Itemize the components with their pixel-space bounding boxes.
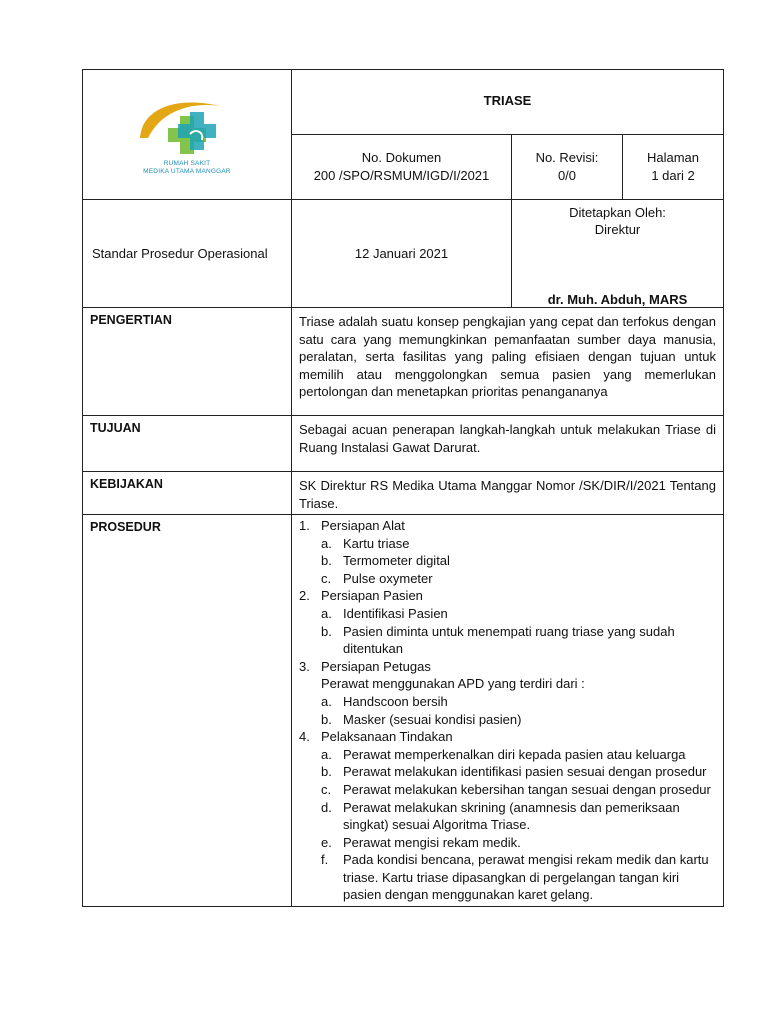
substep-text: Perawat melakukan kebersihan tangan sesuai dengan prosedur — [343, 781, 711, 797]
logo-text-line1: RUMAH SAKIT — [163, 160, 211, 167]
step-title: Persiapan Petugas — [321, 658, 431, 674]
substep-text: Pada kondisi bencana, perawat mengisi rekam medik dan kartu triase. Kartu triase dipasangkan di pergelangan tangan kiri pasien dengan menggunakan karet gelang. — [343, 852, 709, 903]
substep-letter: e. — [321, 834, 332, 850]
substep-letter: a. — [321, 693, 332, 709]
step-title: Persiapan Pasien — [321, 588, 423, 604]
procedure-step — [299, 658, 716, 676]
step-title: Pelaksanaan Tindakan — [321, 729, 453, 745]
step-number: 2. — [299, 588, 310, 604]
procedure-substep — [299, 763, 716, 781]
substep-letter: b. — [321, 553, 332, 569]
substep-text: Pulse oxymeter — [343, 570, 433, 586]
tujuan-text: Sebagai acuan penerapan langkah-langkah untuk melakukan Triase di Ruang Instalasi Gawat Darurat. — [292, 416, 724, 472]
procedure-substep — [299, 781, 716, 799]
approved-by-label: Ditetapkan Oleh: — [569, 205, 666, 220]
approver-role: Direktur — [594, 222, 641, 237]
pengertian-label: PENGERTIAN — [83, 308, 292, 416]
substep-letter: f. — [321, 852, 329, 868]
substep-text: Termometer digital — [343, 553, 450, 569]
step-title: Persiapan Alat — [321, 518, 405, 533]
step-number: 4. — [299, 729, 310, 745]
procedure-substep — [299, 623, 716, 658]
hospital-logo — [132, 88, 242, 188]
header-table — [82, 69, 724, 308]
approver-name: dr. Muh. Abduh, MARS — [547, 292, 688, 307]
document-number-value: 200 /SPO/RSMUM/IGD/I/2021 — [313, 168, 490, 183]
approval-block — [512, 200, 723, 238]
procedure-step — [299, 517, 716, 535]
page-cell — [623, 135, 724, 200]
revision-value: 0/0 — [557, 168, 577, 183]
procedure-substep — [299, 711, 716, 729]
logo-cell — [83, 70, 292, 200]
revision-cell — [512, 135, 623, 200]
substep-letter: a. — [321, 746, 332, 762]
substep-letter: b. — [321, 711, 332, 727]
approval-cell — [512, 200, 724, 308]
procedure-substep — [299, 552, 716, 570]
substep-text: Masker (sesuai kondisi pasien) — [343, 711, 522, 727]
procedure-substep — [299, 605, 716, 623]
revision-label: No. Revisi: — [535, 150, 599, 165]
substep-letter: a. — [321, 605, 332, 621]
substep-text: Pasien diminta untuk menempati ruang triase yang sudah ditentukan — [343, 623, 675, 657]
document-number-label: No. Dokumen — [361, 150, 442, 165]
substep-text: Identifikasi Pasien — [343, 605, 448, 621]
step-number: 3. — [299, 658, 310, 674]
prosedur-label: PROSEDUR — [83, 515, 292, 907]
substep-letter: c. — [321, 781, 332, 797]
procedure-substep — [299, 799, 716, 834]
substep-letter: b. — [321, 764, 332, 780]
procedure-step — [299, 587, 716, 605]
substep-text: Kartu triase — [343, 535, 410, 551]
issue-date: 12 Januari 2021 — [292, 200, 512, 308]
substep-text: Perawat melakukan identifikasi pasien sesuai dengan prosedur — [343, 764, 707, 780]
page-value: 1 dari 2 — [651, 168, 695, 183]
kebijakan-label: KEBIJAKAN — [83, 472, 292, 515]
step-number: 1. — [299, 518, 310, 533]
sop-label: Standar Prosedur Operasional — [83, 200, 292, 308]
sop-document — [82, 69, 723, 907]
substep-text: Handscoon bersih — [343, 693, 448, 709]
substep-letter: d. — [321, 799, 332, 815]
procedure-substep — [299, 746, 716, 764]
substep-letter: b. — [321, 623, 332, 639]
procedure-substep — [299, 834, 716, 852]
substep-letter: a. — [321, 535, 332, 551]
document-title: TRIASE — [292, 70, 724, 135]
logo-text-line2: MEDIKA UTAMA MANGGAR — [143, 168, 231, 175]
tujuan-label: TUJUAN — [83, 416, 292, 472]
procedure-substep — [299, 535, 716, 553]
procedure-substep — [299, 570, 716, 588]
procedure-substep — [299, 693, 716, 711]
substep-text: Perawat memperkenalkan diri kepada pasien atau keluarga — [343, 746, 686, 762]
procedure-substep — [299, 851, 716, 904]
step-note: Perawat menggunakan APD yang terdiri dari : — [321, 676, 585, 692]
prosedur-list — [292, 515, 724, 907]
procedure-step — [299, 728, 716, 746]
page-label: Halaman — [646, 150, 700, 165]
substep-text: Perawat mengisi rekam medik. — [343, 834, 521, 850]
pengertian-text: Triase adalah suatu konsep pengkajian yang cepat dan terfokus dengan satu cara yang memungkinkan pemanfaatan sumber daya manusia, peralatan, serta fasilitas yang paling efisiaen dengan tujuan untuk memilih atau menggolongkan semua pasien yang memerlukan pertolongan dan menetapkan prioritas penangananya — [292, 308, 724, 416]
kebijakan-text: SK Direktur RS Medika Utama Manggar Nomor /SK/DIR/I/2021 Tentang Triase. — [292, 472, 724, 515]
hospital-logo-icon — [132, 88, 242, 160]
content-table — [82, 307, 724, 907]
substep-letter: c. — [321, 570, 332, 586]
document-number-cell — [292, 135, 512, 200]
substep-text: Perawat melakukan skrining (anamnesis dan pemeriksaan singkat) sesuai Algoritma Triase. — [343, 799, 680, 833]
